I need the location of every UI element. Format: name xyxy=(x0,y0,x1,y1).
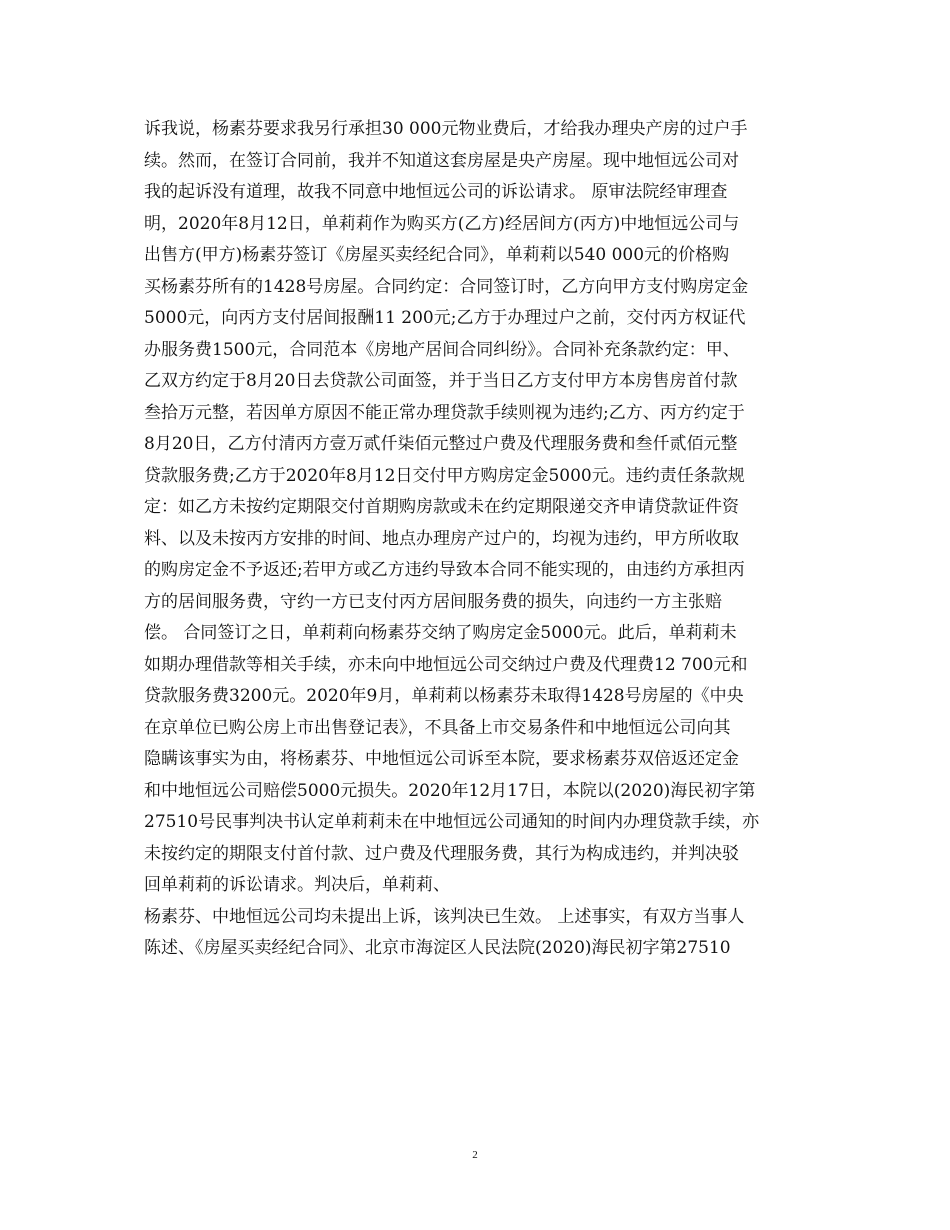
text-line: 续。然而，在签订合同前，我并不知道这套房屋是央产房屋。现中地恒远公司对 xyxy=(144,150,739,171)
text-line: 贷款服务费3200元。2020年9月，单莉莉以杨素芬未取得1428号房屋的《中央 xyxy=(144,686,744,706)
text-line: 乙双方约定于8月20日去贷款公司面签，并于当日乙方支付甲方本房售房首付款 xyxy=(144,371,738,391)
text-line: 贷款服务费;乙方于2020年8月12日交付甲方购房定金5000元。违约责任条款规 xyxy=(144,465,745,486)
text-line: 办服务费1500元，合同范本《房地产居间合同纠纷》。合同补充条款约定：甲、 xyxy=(144,339,740,360)
text-line: 叁拾万元整，若因单方原因不能正常办理贷款手续则视为违约;乙方、丙方约定于 xyxy=(144,402,745,423)
text-line: 我的起诉没有道理，故我不同意中地恒远公司的诉讼请求。 原审法院经审理查 xyxy=(144,182,728,202)
text-line: 定：如乙方未按约定期限交付首期购房款或未在约定期限递交齐申请贷款证件资 xyxy=(144,497,739,517)
text-line: 买杨素芬所有的1428号房屋。合同约定：合同签订时，乙方向甲方支付购房定金 xyxy=(144,276,749,297)
text-line: 出售方(甲方)杨素芬签订《房屋买卖经纪合同》，单莉莉以540 000元的价格购 xyxy=(144,245,730,265)
text-line: 5000元，向丙方支付居间报酬11 200元;乙方于办理过户之前，交付丙方权证代 xyxy=(144,308,746,328)
text-line: 8月20日，乙方付清丙方壹万贰仟柒佰元整过户费及代理服务费和叁仟贰佰元整 xyxy=(144,434,738,454)
page-number: 2 xyxy=(472,1149,478,1161)
text-line: 和中地恒远公司赔偿5000元损失。2020年12月17日，本院以(2020)海民初字第 xyxy=(144,780,756,801)
text-line: 陈述、《房屋买卖经纪合同》、北京市海淀区人民法院(2020)海民初字第27510 xyxy=(144,938,731,958)
text-line: 隐瞒该事实为由，将杨素芬、中地恒远公司诉至本院，要求杨素芬双倍返还定金 xyxy=(144,749,739,769)
text-line: 偿。 合同签订之日，单莉莉向杨素芬交纳了购房定金5000元。此后，单莉莉未 xyxy=(144,623,737,643)
body-text xyxy=(144,114,844,965)
text-line: 在京单位已购公房上市出售登记表》，不具备上市交易条件和中地恒远公司向其 xyxy=(144,717,731,738)
text-line: 27510号民事判决书认定单莉莉未在中地恒远公司通知的时间内办理贷款手续，亦 xyxy=(144,812,760,832)
text-line: 明，2020年8月12日，单莉莉作为购买方(乙方)经居间方(丙方)中地恒远公司与 xyxy=(144,213,740,234)
text-line: 方的居间服务费，守约一方已支付丙方居间服务费的损失，向违约一方主张赔 xyxy=(144,591,722,612)
text-line: 的购房定金不予返还;若甲方或乙方违约导致本合同不能实现的，由违约方承担丙 xyxy=(144,560,745,580)
text-line: 如期办理借款等相关手续，亦未向中地恒远公司交纳过户费及代理费12 700元和 xyxy=(144,654,748,675)
text-line: 料、以及未按丙方安排的时间、地点办理房产过户的，均视为违约，甲方所收取 xyxy=(144,528,739,549)
text-line: 诉我说，杨素芬要求我另行承担30 000元物业费后，才给我办理央产房的过户手 xyxy=(144,119,748,139)
text-line: 未按约定的期限支付首付款、过户费及代理服务费，其行为构成违约，并判决驳 xyxy=(144,843,739,864)
text-line: 回单莉莉的诉讼请求。判决后，单莉莉、 xyxy=(144,875,450,895)
text-line: 杨素芬、中地恒远公司均未提出上诉，该判决已生效。 上述事实，有双方当事人 xyxy=(144,906,745,927)
